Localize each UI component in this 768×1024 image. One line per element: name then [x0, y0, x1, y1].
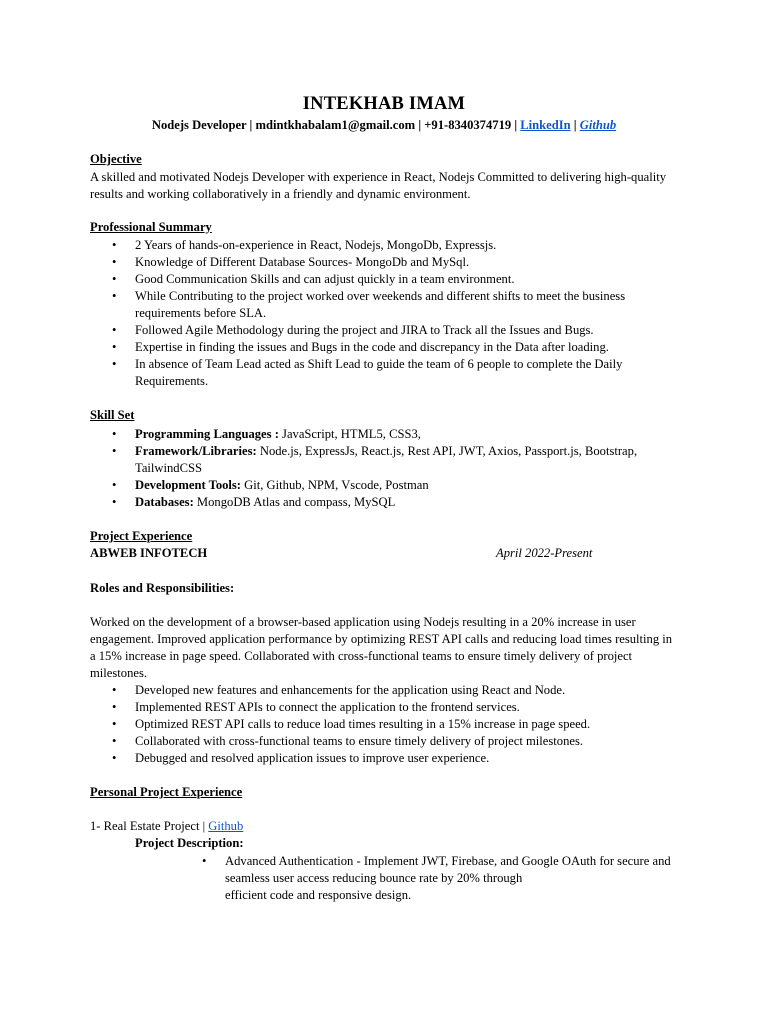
list-item: • Good Communication Skills and can adjust quickly in a team environment. — [112, 272, 515, 286]
project-github-link[interactable]: Github — [208, 819, 244, 833]
contact-info: Nodejs Developer | mdintkhabalam1@gmail.com | +91-8340374719 | — [151, 118, 521, 132]
list-item: • Collaborated with cross-functional teams to ensure timely delivery of project milestones. — [112, 734, 584, 748]
list-item: • Optimized REST API calls to reduce load times resulting in a 15% increase in page speed. — [112, 717, 591, 731]
objective-text: A skilled and motivated Nodejs Developer with experience in React, Nodejs Committed to delivering high-quality results and working collaboratively in a friendly and dynamic environment. — [90, 170, 667, 201]
employment-dates: April 2022-Present — [496, 546, 593, 560]
roles-heading: Roles and Responsibilities: — [90, 581, 235, 595]
list-item: • Development Tools: Git, Github, NPM, Vscode, Postman — [112, 478, 429, 492]
list-item: • Advanced Authentication - Implement JWT, Firebase, and Google OAuth for secure and seamless user access reducing bounce rate by 20% through — [202, 854, 671, 885]
candidate-name: INTEKHAB IMAM — [302, 94, 466, 114]
list-item: • Framework/Libraries: Node.js, ExpressJs, React.js, Rest API, JWT, Axios, Passport.js, Bootstrap, TailwindCSS — [112, 444, 638, 475]
linkedin-link[interactable]: LinkedIn — [520, 118, 571, 132]
contact-line — [0, 118, 768, 133]
company-name: ABWEB INFOTECH — [90, 546, 208, 560]
list-item: • Developed new features and enhancements for the application using React and Node. — [112, 683, 566, 697]
list-item: • Implemented REST APIs to connect the application to the frontend services. — [112, 700, 520, 714]
skills-heading: Skill Set — [90, 408, 135, 422]
list-item: • In absence of Team Lead acted as Shift Lead to guide the team of 6 people to complete the Daily Requirements. — [112, 357, 623, 388]
list-item-continuation: efficient code and responsive design. — [225, 888, 412, 902]
experience-heading: Project Experience — [90, 529, 193, 543]
project-description-list — [180, 853, 695, 904]
list-item: • Expertise in finding the issues and Bugs in the code and discrepancy in the Data after loading. — [112, 340, 609, 354]
list-item: • Followed Agile Methodology during the project and JIRA to Track all the Issues and Bugs. — [112, 323, 594, 337]
responsibilities-list — [90, 682, 680, 767]
github-link[interactable]: Github — [579, 118, 617, 132]
list-item: • Databases: MongoDB Atlas and compass, MySQL — [112, 495, 396, 509]
summary-list — [90, 237, 680, 390]
list-item: • Knowledge of Different Database Sources- MongoDb and MySql. — [112, 255, 470, 269]
project-description-heading: Project Description: — [135, 836, 244, 850]
summary-heading: Professional Summary — [90, 220, 212, 234]
contact-separator: | — [570, 118, 580, 132]
list-item: • Debugged and resolved application issues to improve user experience. — [112, 751, 490, 765]
objective-heading: Objective — [90, 152, 142, 166]
skills-list — [90, 426, 680, 511]
experience-text: Worked on the development of a browser-based application using Nodejs resulting in a 20% increase in user engagement. Improved application performance by optimizing REST API calls and reducing load times resulting in a 15% increase in page speed. Collaborated with cross-functional teams to ensure timely delivery of project milestones. — [90, 615, 673, 680]
project-title: 1- Real Estate Project | Github — [90, 819, 244, 833]
list-item: • Programming Languages : JavaScript, HTML5, CSS3, — [112, 427, 421, 441]
personal-heading: Personal Project Experience — [90, 785, 243, 799]
list-item: • 2 Years of hands-on-experience in React, Nodejs, MongoDb, Expressjs. — [112, 238, 497, 252]
list-item: • While Contributing to the project worked over weekends and different shifts to meet the business requirements before SLA. — [112, 289, 626, 320]
